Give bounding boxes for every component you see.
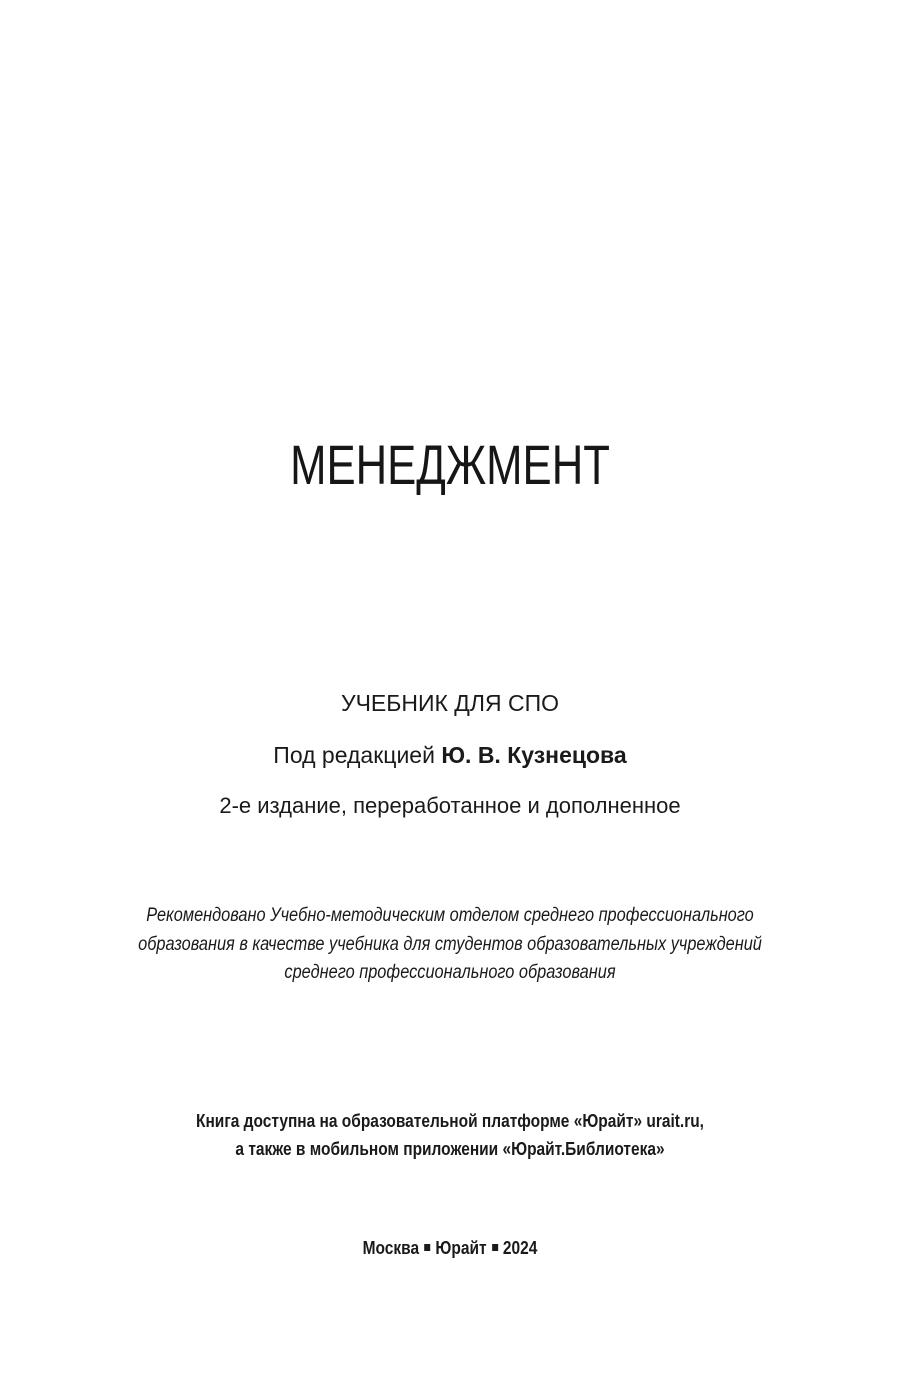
- imprint-year: 2024: [502, 1238, 538, 1258]
- editor-line: [0, 740, 900, 770]
- recommendation-line: Рекомендовано Учебно-методическим отделом среднего профессионального: [146, 905, 754, 926]
- availability-block: [63, 1107, 837, 1163]
- availability-line: Книга доступна на образовательной платформе «Юрайт» urait.ru,: [196, 1111, 704, 1131]
- recommendation-line: среднего профессионального образования: [284, 962, 616, 983]
- imprint-publisher: Юрайт: [435, 1238, 487, 1258]
- book-title: МЕНЕДЖМЕНТ: [290, 433, 610, 496]
- recommendation-block: [63, 902, 837, 988]
- editor-prefix: Под редакцией: [273, 742, 435, 768]
- recommendation-line: образования в качестве учебника для студентов образовательных учреждений: [138, 933, 762, 955]
- book-type: УЧЕБНИК ДЛЯ СПО: [340, 690, 559, 716]
- availability-line: а также в мобильном приложении «Юрайт.Библиотека»: [235, 1139, 665, 1159]
- edition-line: 2-е издание, переработанное и дополненное: [219, 793, 681, 818]
- imprint-line: [63, 1234, 837, 1262]
- imprint-city: Москва: [362, 1238, 420, 1258]
- editor-name: Ю. В. Кузнецова: [441, 742, 627, 768]
- separator-square-icon: [492, 1244, 498, 1251]
- separator-square-icon: [424, 1244, 430, 1251]
